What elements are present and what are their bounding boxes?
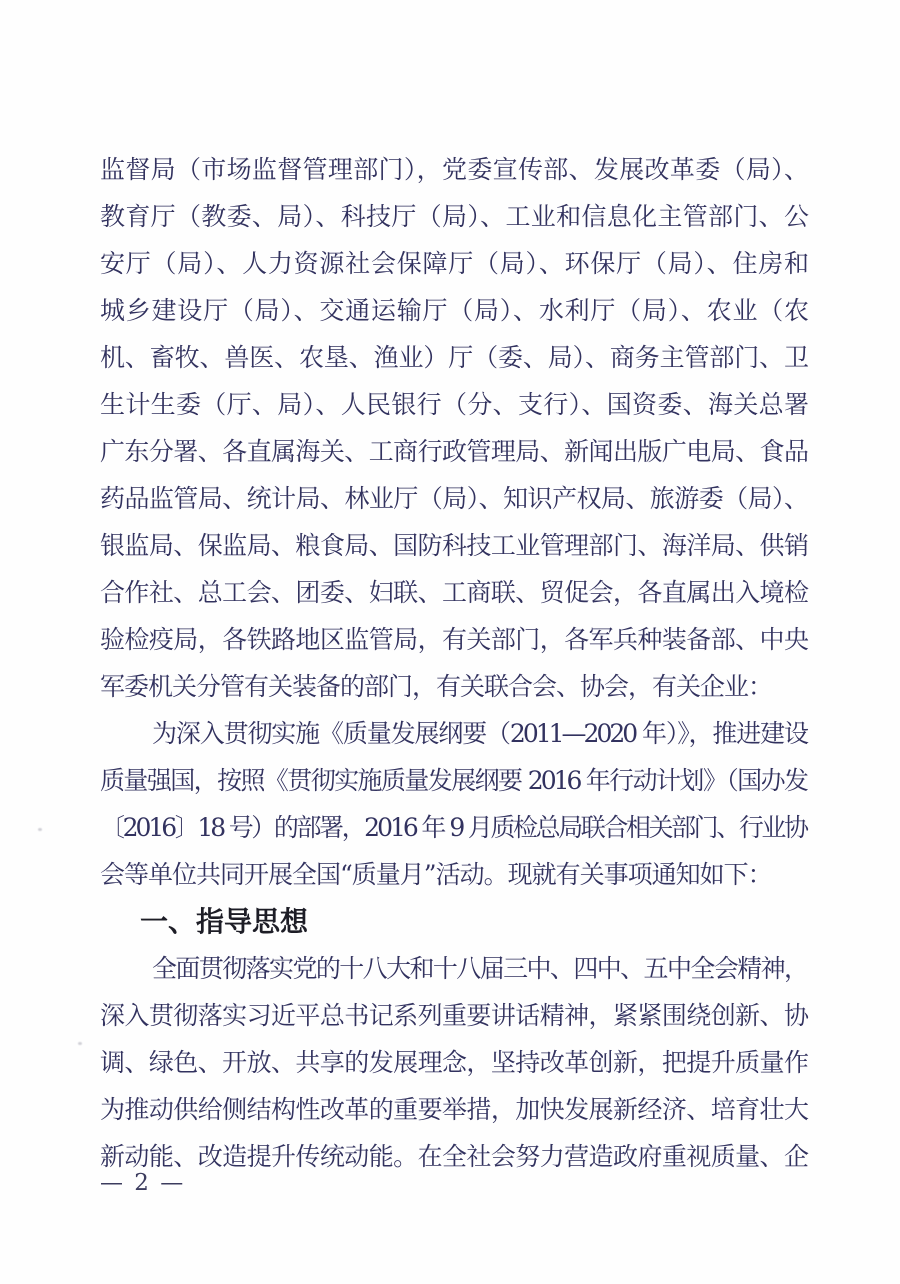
body-line-paragraph-start: 全面贯彻落实党的十八大和十八届三中、四中、五中全会精神， (152, 954, 806, 983)
body-line: 深入贯彻落实习近平总书记系列重要讲话精神，紧紧围绕创新、协 (100, 1001, 806, 1030)
body-line: 机、畜牧、兽医、农垦、渔业）厅（委、局）、商务主管部门、卫 (100, 343, 806, 372)
body-line: 银监局、保监局、粮食局、国防科技工业管理部门、海洋局、供销 (100, 531, 806, 560)
body-line: 为推动供给侧结构性改革的重要举措，加快发展新经济、培育壮大 (100, 1095, 806, 1124)
body-line: 新动能、改造提升传统动能。在全社会努力营造政府重视质量、企 (100, 1142, 806, 1171)
body-line-paragraph-start: 为深入贯彻实施《质量发展纲要（2011—2020 年）》，推进建设 (152, 719, 806, 748)
body-line: 〔2016〕18 号）的部署，2016 年 9 月质检总局联合相关部门、行业协 (100, 813, 806, 842)
body-line: 监督局（市场监督管理部门），党委宣传部、发展改革委（局）、 (100, 155, 806, 184)
body-line: 生计生委（厅、局）、人民银行（分、支行）、国资委、海关总署 (100, 390, 806, 419)
body-line: 安厅（局）、人力资源社会保障厅（局）、环保厅（局）、住房和 (100, 249, 806, 278)
body-line: 质量强国，按照《贯彻实施质量发展纲要 2016 年行动计划》（国办发 (100, 766, 806, 795)
section-heading: 一、指导思想 (140, 905, 309, 938)
document-body (100, 146, 806, 1180)
body-line: 验检疫局，各铁路地区监管局，有关部门，各军兵种装备部、中央 (100, 625, 806, 654)
body-line: 教育厅（教委、局）、科技厅（局）、工业和信息化主管部门、公 (100, 202, 806, 231)
body-line: 合作社、总工会、团委、妇联、工商联、贸促会，各直属出入境检 (100, 578, 806, 607)
scan-speck (78, 1042, 82, 1045)
body-line-paragraph-end: 军委机关分管有关装备的部门，有关联合会、协会，有关企业： (100, 672, 773, 701)
body-line: 药品监管局、统计局、林业厅（局）、知识产权局、旅游委（局）、 (100, 484, 806, 513)
body-line: 广东分署、各直属海关、工商行政管理局、新闻出版广电局、食品 (100, 437, 806, 466)
scan-speck (760, 506, 763, 509)
page-number-footer: — 2 — (100, 1170, 186, 1196)
body-line: 城乡建设厅（局）、交通运输厅（局）、水利厅（局）、农业（农 (100, 296, 806, 325)
body-line: 调、绿色、开放、共享的发展理念，坚持改革创新，把提升质量作 (100, 1048, 806, 1077)
scan-speck (38, 828, 42, 831)
body-line-paragraph-end: 会等单位共同开展全国“质量月”活动。现就有关事项通知如下： (100, 860, 772, 889)
